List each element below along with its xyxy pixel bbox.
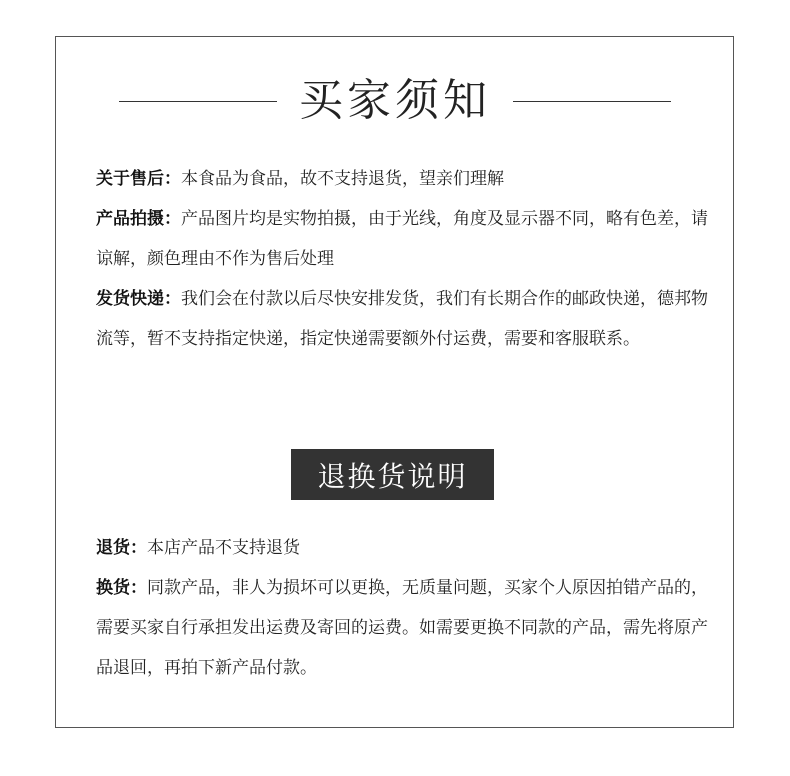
return-text: 本店产品不支持退货	[147, 538, 300, 558]
after-sales-text: 本食品为食品，故不支持退货，望亲们理解	[181, 169, 504, 189]
return-paragraph	[96, 528, 708, 568]
returns-banner: 退换货说明	[291, 449, 494, 500]
title-left-rule	[119, 101, 277, 102]
shipping-label: 发货快递：	[96, 289, 181, 309]
page-title: 买家须知	[299, 75, 491, 126]
return-label: 退货：	[96, 538, 147, 558]
after-sales-label: 关于售后：	[96, 169, 181, 189]
shipping-text: 我们会在付款以后尽快安排发货，我们有长期合作的邮政快递，德邦物流等，暂不支持指定快递，指定快递需要额外付运费，需要和客服联系。	[96, 289, 708, 349]
photography-label: 产品拍摄：	[96, 209, 181, 229]
returns-section	[96, 528, 708, 688]
photography-paragraph	[96, 199, 708, 279]
shipping-paragraph	[96, 279, 708, 359]
exchange-paragraph	[96, 568, 708, 688]
buyer-notice-section	[96, 159, 708, 359]
title-right-rule	[513, 101, 671, 102]
photography-text: 产品图片均是实物拍摄，由于光线，角度及显示器不同，略有色差，请谅解，颜色理由不作为售后处理	[96, 209, 708, 269]
exchange-label: 换货：	[96, 578, 147, 598]
after-sales-paragraph	[96, 159, 708, 199]
title-row	[0, 73, 790, 129]
exchange-text: 同款产品，非人为损坏可以更换，无质量问题，买家个人原因拍错产品的，需要买家自行承担发出运费及寄回的运费。如需要更换不同款的产品，需先将原产品退回，再拍下新产品付款。	[96, 578, 708, 678]
